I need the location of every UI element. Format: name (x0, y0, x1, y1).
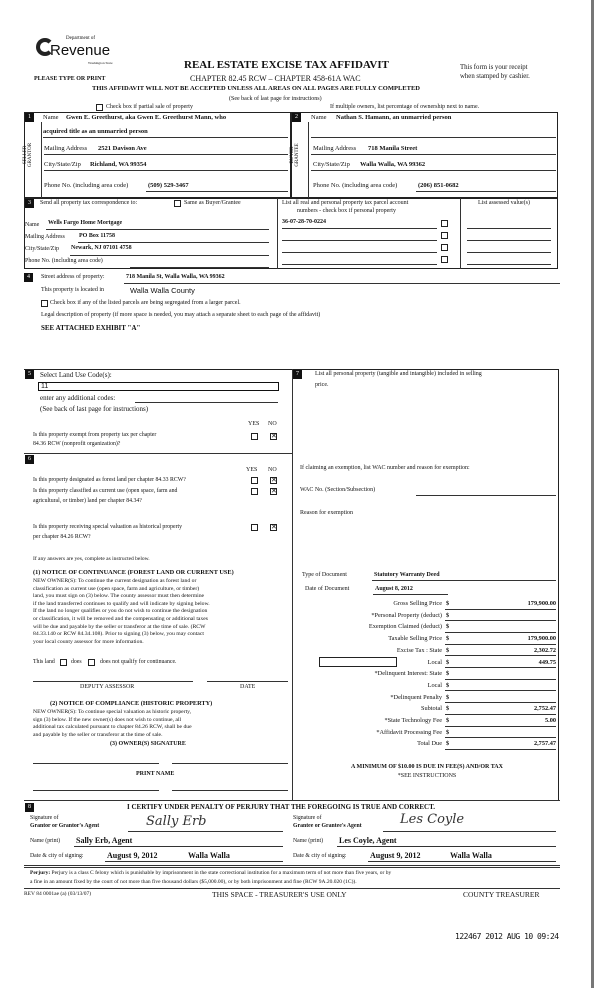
dollar-sign: $ (446, 635, 450, 643)
seller-address-label: Mailing Address (44, 145, 88, 152)
grantee-name-field[interactable]: Les Coyle, Agent (339, 836, 397, 845)
same-as-buyer-checkbox[interactable] (174, 200, 181, 207)
grantor-agent-label: Grantor or Grantor's Agent (30, 823, 100, 829)
deputy-assessor-line[interactable] (33, 681, 193, 682)
print-name-line-2[interactable] (172, 790, 288, 791)
personal-property-label: List all personal property (tangible and intangible) included in selling (315, 371, 482, 377)
does-not-qualify-checkbox[interactable] (88, 659, 95, 666)
partial-sale-checkbox[interactable] (96, 104, 103, 111)
historic-notice-text (33, 709, 192, 739)
dollar-sign: $ (446, 658, 450, 666)
section-number-2: 2 (292, 113, 301, 122)
personal-property-checkbox[interactable] (441, 220, 448, 227)
county-label: This property is located in (41, 287, 104, 293)
continuance-line: 84.33.140 or RCW 84.34.108). Prior to signing (3) below, you may contact (33, 631, 204, 638)
underline (372, 580, 556, 581)
tax-row-value[interactable]: 449.75 (538, 658, 556, 666)
does-label: does (71, 659, 82, 665)
tax-row-label: Taxable Selling Price (388, 635, 442, 643)
underline (416, 191, 556, 192)
continuance-line: land, you must sign on (3) below. The county assessor must then determine (33, 593, 205, 600)
underline (445, 749, 556, 750)
corr-address-label: Mailing Address (25, 234, 65, 240)
underline (124, 283, 560, 284)
print-name-line[interactable] (33, 790, 159, 791)
dollar-sign: $ (446, 740, 450, 748)
continuance-line: or classification, it will be removed and the compensating or additional taxes (33, 615, 208, 622)
divider (24, 800, 560, 801)
forest-question: Is this property designated as forest land per chapter 84.33 RCW? (33, 477, 186, 483)
grantor-signature[interactable]: Sally Erb (146, 814, 207, 829)
grantor-name-field[interactable]: Sally Erb, Agent (76, 836, 133, 845)
underline (282, 240, 437, 241)
dollar-sign: $ (446, 717, 450, 724)
grantee-agent-label: Grantee or Grantee's Agent (293, 823, 362, 829)
underline (445, 655, 556, 656)
assessed-header: List assessed value(s) (478, 200, 530, 206)
section-number-5: 5 (25, 370, 34, 379)
yes-header: YES (248, 421, 260, 427)
underline (445, 632, 556, 633)
wac-field[interactable] (416, 495, 556, 496)
historic-notice-line: additional tax calculated pursuant to chapter 84.26 RCW, shall be due (33, 724, 192, 731)
land-use-code-field[interactable]: 11 (38, 382, 279, 391)
grantor-name-label: Name (print) (30, 838, 61, 844)
underline (445, 620, 556, 621)
underline (337, 846, 556, 847)
buyer-city-field[interactable]: Walla Walla, WA 99362 (360, 161, 426, 168)
dollar-sign: $ (446, 681, 450, 689)
cashier-stamp: 122467 2012 AUG 10 09:24 (455, 932, 559, 941)
buyer-phone-field[interactable]: (206) 851-0682 (418, 182, 459, 189)
seller-city-label: City/State/Zip (44, 161, 81, 168)
phone-field[interactable] (130, 267, 269, 268)
date-line[interactable] (207, 681, 288, 682)
parcel-header-2: numbers - check box if personal property (297, 208, 396, 214)
owner-signature-label: (3) OWNER(S) SIGNATURE (110, 741, 186, 747)
section-number-8: 8 (25, 803, 34, 812)
exempt-no-checkbox[interactable]: ✕ (271, 432, 277, 440)
seller-side-label: SELLER GRANTOR (23, 142, 33, 168)
underline (445, 609, 556, 610)
reason-label: Reason for exemption (300, 510, 353, 516)
dollar-sign: $ (446, 623, 450, 631)
grantee-name-label: Name (print) (293, 838, 324, 844)
underline (282, 252, 437, 253)
current-use-yes-checkbox[interactable] (251, 488, 258, 495)
tax-row-value[interactable]: 179,900.00 (527, 600, 556, 607)
exempt-question: Is this property exempt from property tax per chapter (33, 432, 157, 438)
doc-date-field[interactable]: August 8, 2012 (375, 586, 413, 592)
corr-phone-label: Phone No. (including area code) (25, 258, 103, 264)
underline (74, 846, 283, 847)
underline (44, 170, 288, 171)
grantee-date-field[interactable]: August 9, 2012 (370, 851, 421, 860)
continuance-line: will be due and payable by the seller or transferor at the time of sale. (RCW (33, 623, 206, 630)
form-chapter: CHAPTER 82.45 RCW – CHAPTER 458-61A WAC (190, 74, 361, 83)
section-number-3: 3 (25, 199, 34, 208)
personal-property-label-2: price. (315, 382, 329, 388)
underline (383, 831, 556, 832)
divider (277, 198, 278, 269)
legal-description-label: Legal description of property (if more space is needed, you may attach a separate sheet to each page of the affidavit) (41, 312, 321, 318)
grantor-city-field[interactable]: Walla Walla (188, 851, 230, 860)
signature-of-label: Signature of (293, 815, 322, 821)
print-name-label: PRINT NAME (136, 771, 175, 777)
underline (445, 737, 556, 738)
dollar-sign: $ (446, 646, 450, 654)
seller-phone-field[interactable]: (509) 529-3467 (148, 182, 189, 189)
perjury-text: Perjury is a class C felony which is punishable by imprisonment in the state correctional institution for a maximum term of not more than five years, or by (51, 870, 392, 876)
same-as-buyer-label: Same as Buyer/Grantee (184, 200, 241, 206)
legal-description-field[interactable]: SEE ATTACHED EXHIBIT "A" (41, 324, 141, 332)
date-label: DATE (240, 684, 256, 690)
logo-state: Washington State (88, 61, 113, 65)
grantee-signature[interactable]: Les Coyle (400, 812, 465, 827)
underline (44, 154, 288, 155)
section-number-6: 6 (25, 455, 34, 464)
continuance-title: (1) NOTICE OF CONTINUANCE (FOREST LAND OR CURRENT USE) (33, 569, 234, 576)
buyer-phone-label: Phone No. (including area code) (313, 182, 398, 189)
dollar-sign: $ (446, 670, 450, 678)
logo (36, 34, 116, 74)
partial-sale-label: Check box if partial sale of property (106, 104, 193, 110)
personal-property-checkbox[interactable] (441, 256, 448, 263)
deputy-assessor-label: DEPUTY ASSESSOR (80, 684, 135, 690)
underline (445, 667, 556, 668)
historic-question: Is this property receiving special valuation as historical property (33, 524, 183, 530)
dollar-sign: $ (446, 611, 450, 619)
section-number-1: 1 (25, 113, 34, 122)
tax-row-value[interactable]: 2,302.72 (533, 646, 556, 654)
treasurer-space-label: THIS SPACE - TREASURER'S USE ONLY (212, 890, 347, 899)
street-address-field[interactable]: 718 Manila St, Walla Walla, WA 99362 (126, 274, 225, 280)
grantor-date-label: Date & city of signing: (30, 853, 84, 859)
tax-row-label: Total Due (417, 740, 442, 748)
signature-of-label: Signature of (30, 815, 59, 821)
tax-row-label: Excise Tax : State (396, 646, 442, 654)
local-code-field[interactable] (319, 657, 397, 667)
doc-type-label: Type of Document (302, 572, 347, 578)
underline (445, 726, 556, 727)
personal-property-checkbox[interactable] (441, 244, 448, 251)
assessed-value-field[interactable] (467, 240, 551, 241)
type-print-note: PLEASE TYPE OR PRINT (34, 76, 106, 82)
doc-type-field[interactable]: Statutory Warranty Deed (374, 572, 440, 578)
continuance-text (33, 578, 210, 646)
if-yes-note: If any answers are yes, complete as instructed below. (33, 556, 150, 562)
underline (78, 242, 269, 243)
section-number-7: 7 (293, 370, 302, 379)
continuance-line: If the land no longer qualifies or you do not wish to continue the designation (33, 608, 208, 615)
certify-statement: I CERTIFY UNDER PENALTY OF PERJURY THAT THE FOREGOING IS TRUE AND CORRECT. (127, 803, 436, 811)
form-revision: REV 84 0001ae (a) (03/13/07) (24, 891, 92, 897)
underline (146, 191, 288, 192)
underline (445, 690, 556, 691)
corr-address-field[interactable]: PO Box 11758 (79, 233, 116, 239)
owner-signature-line-2[interactable] (172, 763, 288, 764)
segregated-checkbox[interactable] (41, 300, 48, 307)
wac-label: WAC No. (Section/Subsection) (300, 487, 376, 493)
underline (311, 137, 556, 138)
multiple-owners-note: If multiple owners, list percentage of ownership next to name. (330, 104, 480, 110)
seller-name-label: Name (43, 114, 59, 121)
land-use-label: Select Land Use Code(s): (40, 371, 112, 379)
county-field[interactable]: Walla Walla County (130, 286, 195, 295)
exemption-label: If claiming an exemption, list WAC number and reason for exemption: (300, 465, 470, 471)
historic-question-2: per chapter 84.26 RCW? (33, 534, 91, 540)
forest-no-checkbox[interactable]: ✕ (271, 476, 277, 484)
tax-row-label: Gross Selling Price (393, 600, 442, 607)
underline (105, 861, 283, 862)
grantor-date-field[interactable]: August 9, 2012 (107, 851, 158, 860)
section-number-4: 4 (24, 273, 33, 282)
doc-date-label: Date of Document (305, 586, 350, 592)
assessed-value-field[interactable] (467, 264, 551, 265)
send-correspondence-label: Send all property tax correspondence to: (40, 200, 138, 206)
segregated-label: Check box if any of the listed parcels are being segregated from a larger parcel. (50, 300, 241, 306)
historic-notice-title: (2) NOTICE OF COMPLIANCE (HISTORIC PROPERTY) (50, 700, 213, 707)
personal-property-checkbox[interactable] (441, 232, 448, 239)
underline (70, 255, 269, 256)
perjury-statement (30, 870, 391, 876)
seller-phone-label: Phone No. (including area code) (44, 182, 129, 189)
underline (311, 170, 556, 171)
no-header: NO (268, 421, 277, 427)
tax-row-label: Exemption Claimed (deduct) (368, 623, 442, 631)
logo-dept: Department of (66, 36, 96, 41)
underline (128, 831, 283, 832)
seller-city-field[interactable]: Richland, WA 99354 (90, 161, 147, 168)
dollar-sign: $ (446, 693, 450, 701)
tax-row-value[interactable]: 2,752.47 (533, 705, 556, 713)
dollar-sign: $ (446, 705, 450, 713)
underline (282, 228, 437, 229)
grantee-date-label: Date & city of signing: (293, 853, 347, 859)
tax-row-label: *Personal Property (deduct) (371, 611, 442, 619)
logo-name: Revenue (50, 42, 111, 59)
tax-row-label: *Delinquent Penalty (390, 693, 442, 701)
seller-name-field-line2[interactable]: acquired title as an unmarried person (43, 128, 148, 135)
this-land-label: This land (33, 659, 55, 665)
tax-row-label: *State Technology Fee (384, 717, 442, 724)
see-back-note: (See back of last page for instructions) (40, 405, 149, 413)
county-treasurer-label: COUNTY TREASURER (463, 890, 540, 899)
divider (24, 865, 560, 868)
additional-codes-field[interactable] (135, 402, 278, 403)
underline (368, 861, 556, 862)
underline (373, 594, 448, 595)
buyer-city-label: City/State/Zip (313, 161, 350, 168)
forest-yes-checkbox[interactable] (251, 477, 258, 484)
current-use-no-checkbox[interactable]: ✕ (271, 487, 277, 495)
underline (282, 264, 437, 265)
parcel-header: List all real and personal property tax parcel account (282, 200, 409, 206)
form-title: REAL ESTATE EXCISE TAX AFFIDAVIT (184, 59, 389, 71)
underline (43, 137, 288, 138)
completion-warning: THIS AFFIDAVIT WILL NOT BE ACCEPTED UNLESS ALL AREAS ON ALL PAGES ARE FULLY COMPLETED (92, 85, 420, 92)
seller-address-field[interactable]: 2521 Davison Ave (98, 145, 147, 152)
divider (24, 888, 560, 889)
dollar-sign: $ (446, 600, 450, 607)
assessed-value-field[interactable] (467, 252, 551, 253)
tax-row-label: Subtotal (421, 705, 442, 713)
continuance-line: your local county assessor for more information. (33, 638, 144, 645)
receipt-note: This form is your receipt (460, 64, 528, 71)
minimum-due-note: A MINIMUM OF $10.00 IS DUE IN FEE(S) AND/OR TAX (351, 764, 503, 770)
historic-notice-line: and payable by the seller or transferor at the time of sale. (33, 731, 163, 738)
tax-row-label: *Affidavit Processing Fee (376, 728, 442, 736)
additional-codes-label: enter any additional codes: (40, 394, 116, 402)
corr-name-label: Name (25, 222, 40, 228)
dollar-sign: $ (446, 728, 450, 736)
no-header: NO (268, 467, 277, 473)
buyer-name-label: Name (311, 114, 327, 121)
exempt-yes-checkbox[interactable] (251, 433, 258, 440)
tax-row-value[interactable]: 5.00 (544, 717, 556, 724)
exempt-question-2: 84.36 RCW (nonprofit organization)? (33, 441, 121, 447)
does-not-label: does not qualify for continuance. (100, 659, 177, 665)
underline (445, 644, 556, 645)
divider (460, 198, 461, 269)
buyer-side-label: BUYER GRANTEE (290, 143, 300, 167)
owner-signature-line[interactable] (33, 763, 159, 764)
divider (308, 122, 309, 198)
divider (41, 122, 42, 198)
divider (24, 453, 292, 454)
tax-row-label: Local (427, 658, 442, 666)
see-back-note: (See back of last page for instructions) (229, 96, 322, 102)
tax-row-label: *Delinquent Interest: State (374, 670, 442, 678)
corr-city-field[interactable]: Newark, NJ 07101 4758 (71, 245, 132, 251)
street-address-label: Street address of property: (41, 274, 105, 280)
scan-edge (591, 0, 594, 988)
assessed-value-field[interactable] (467, 228, 551, 229)
yes-header: YES (246, 467, 258, 473)
tax-row-label: Local (427, 681, 442, 689)
historic-notice-line: sign (3) below. If the new owner(s) does not wish to continue, all (33, 716, 182, 723)
tax-row-value[interactable]: 2,757.47 (533, 740, 556, 748)
receipt-note-2: when stamped by cashier. (460, 73, 530, 80)
divider (292, 369, 293, 800)
current-use-question: Is this property classified as current use (open space, farm and (33, 488, 178, 494)
perjury-label: Perjury: (30, 870, 51, 876)
underline (445, 702, 556, 703)
perjury-text-2: a fine in an amount fixed by the court of not more than five thousand dollars ($5,000.00), or by both imprisonment and fine (RCW 9A.20.020 (1C)). (30, 879, 357, 885)
underline (445, 679, 556, 680)
current-use-question-2: agricultural, or timber) land per chapter 84.34? (33, 498, 142, 504)
buyer-name-field[interactable]: Nathan S. Hamann, an unmarried person (336, 114, 452, 121)
historic-no-checkbox[interactable]: ✕ (271, 523, 277, 531)
tax-row-value[interactable]: 179,900.00 (527, 635, 556, 643)
continuance-line: NEW OWNER(S): To continue the current designation as forest land or (33, 578, 197, 584)
parcel-number-field[interactable]: 36-07-28-70-0224 (282, 219, 326, 225)
continuance-line: classification as current use (open space, farm and agriculture, or timber) (33, 585, 200, 592)
buyer-address-label: Mailing Address (313, 145, 357, 152)
continuance-line: if the land transferred continues to qualify and will indicate by signing below. (33, 600, 210, 607)
historic-notice-line: NEW OWNER(S): To continue special valuation as historic property, (33, 709, 192, 715)
underline (445, 714, 556, 715)
does-qualify-checkbox[interactable] (60, 659, 67, 666)
corr-name-field[interactable]: Wells Fargo Home Mortgage (48, 220, 123, 226)
historic-yes-checkbox[interactable] (251, 524, 258, 531)
see-instructions-note: *SEE INSTRUCTIONS (397, 773, 457, 779)
corr-city-label: City/State/Zip (25, 246, 59, 252)
underline (311, 154, 556, 155)
grantee-city-field[interactable]: Walla Walla (450, 851, 492, 860)
seller-name-field[interactable]: Gwen E. Greethurst, aka Gwen E. Greethurst Mann, who (66, 114, 227, 121)
underline (46, 229, 269, 230)
buyer-address-field[interactable]: 718 Manila Street (368, 145, 418, 152)
